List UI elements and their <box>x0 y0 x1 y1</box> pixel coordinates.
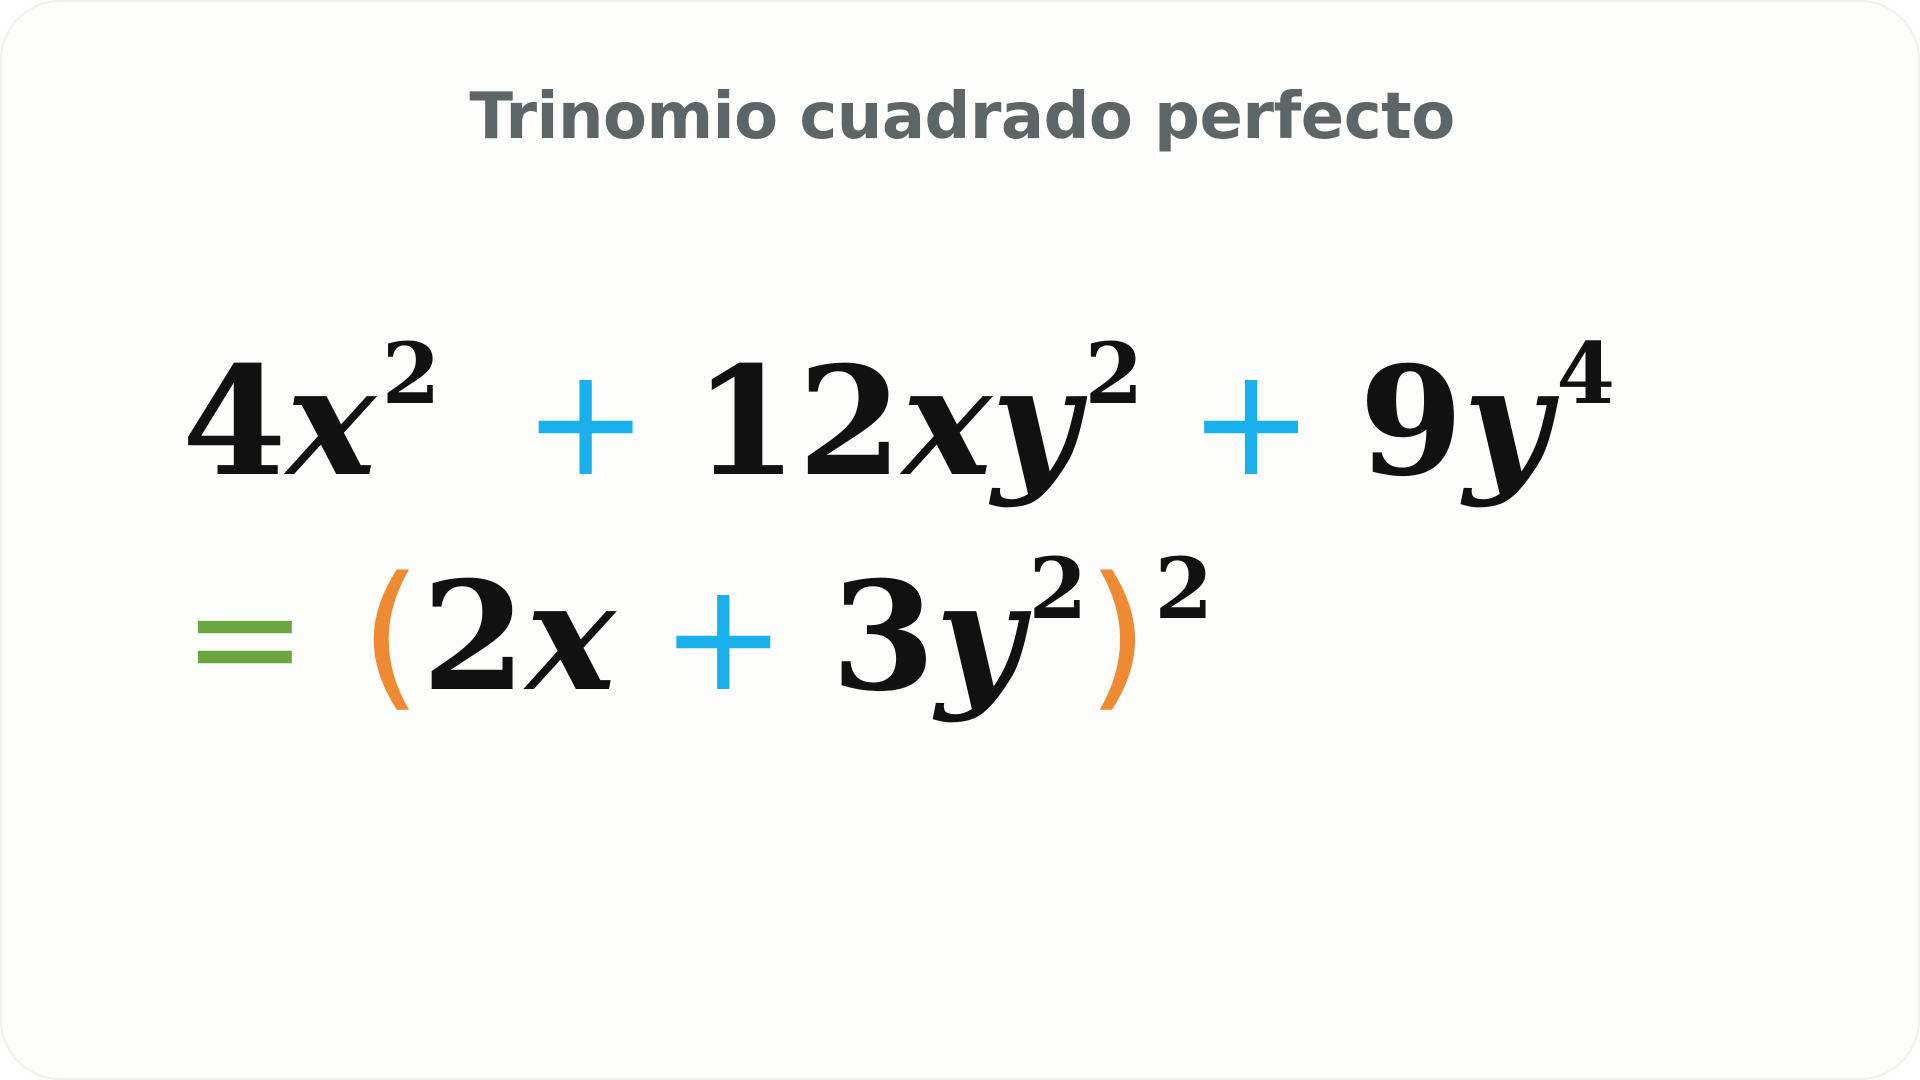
term-3-coef: 9 <box>1358 334 1464 510</box>
term-1-coef: 4 <box>182 334 287 510</box>
trinomial-expression <box>182 323 1615 510</box>
equals-sign: = <box>182 551 308 725</box>
term-1-var: x <box>286 334 376 510</box>
term-3 <box>1358 323 1615 510</box>
term-2-var: xy <box>902 334 1079 510</box>
open-paren: ( <box>360 544 422 727</box>
close-paren: ) <box>1087 544 1149 727</box>
term-2 <box>693 323 1144 510</box>
binomial-term-1-var: x <box>526 549 616 725</box>
factored-expression <box>182 538 1214 727</box>
term-2-coef: 12 <box>693 334 903 510</box>
term-3-var: y <box>1463 334 1551 510</box>
binomial-term-2-var: y <box>935 549 1023 725</box>
plus-sign-1: + <box>522 336 649 510</box>
term-1 <box>182 323 441 510</box>
binomial-term-1-coef: 2 <box>421 549 527 725</box>
term-1-exp: 2 <box>381 323 441 423</box>
plus-sign-3: + <box>660 551 787 725</box>
binomial-term-2-coef: 3 <box>831 549 936 725</box>
term-3-exp: 4 <box>1556 323 1615 423</box>
binomial-term-2 <box>831 538 1088 725</box>
page-title: Trinomio cuadrado perfecto <box>469 80 1455 154</box>
plus-sign-2: + <box>1188 336 1314 510</box>
binomial-term-2-exp: 2 <box>1028 538 1088 638</box>
outer-exponent: 2 <box>1154 538 1214 638</box>
binomial-term-1 <box>422 549 616 725</box>
term-2-exp: 2 <box>1084 323 1144 423</box>
